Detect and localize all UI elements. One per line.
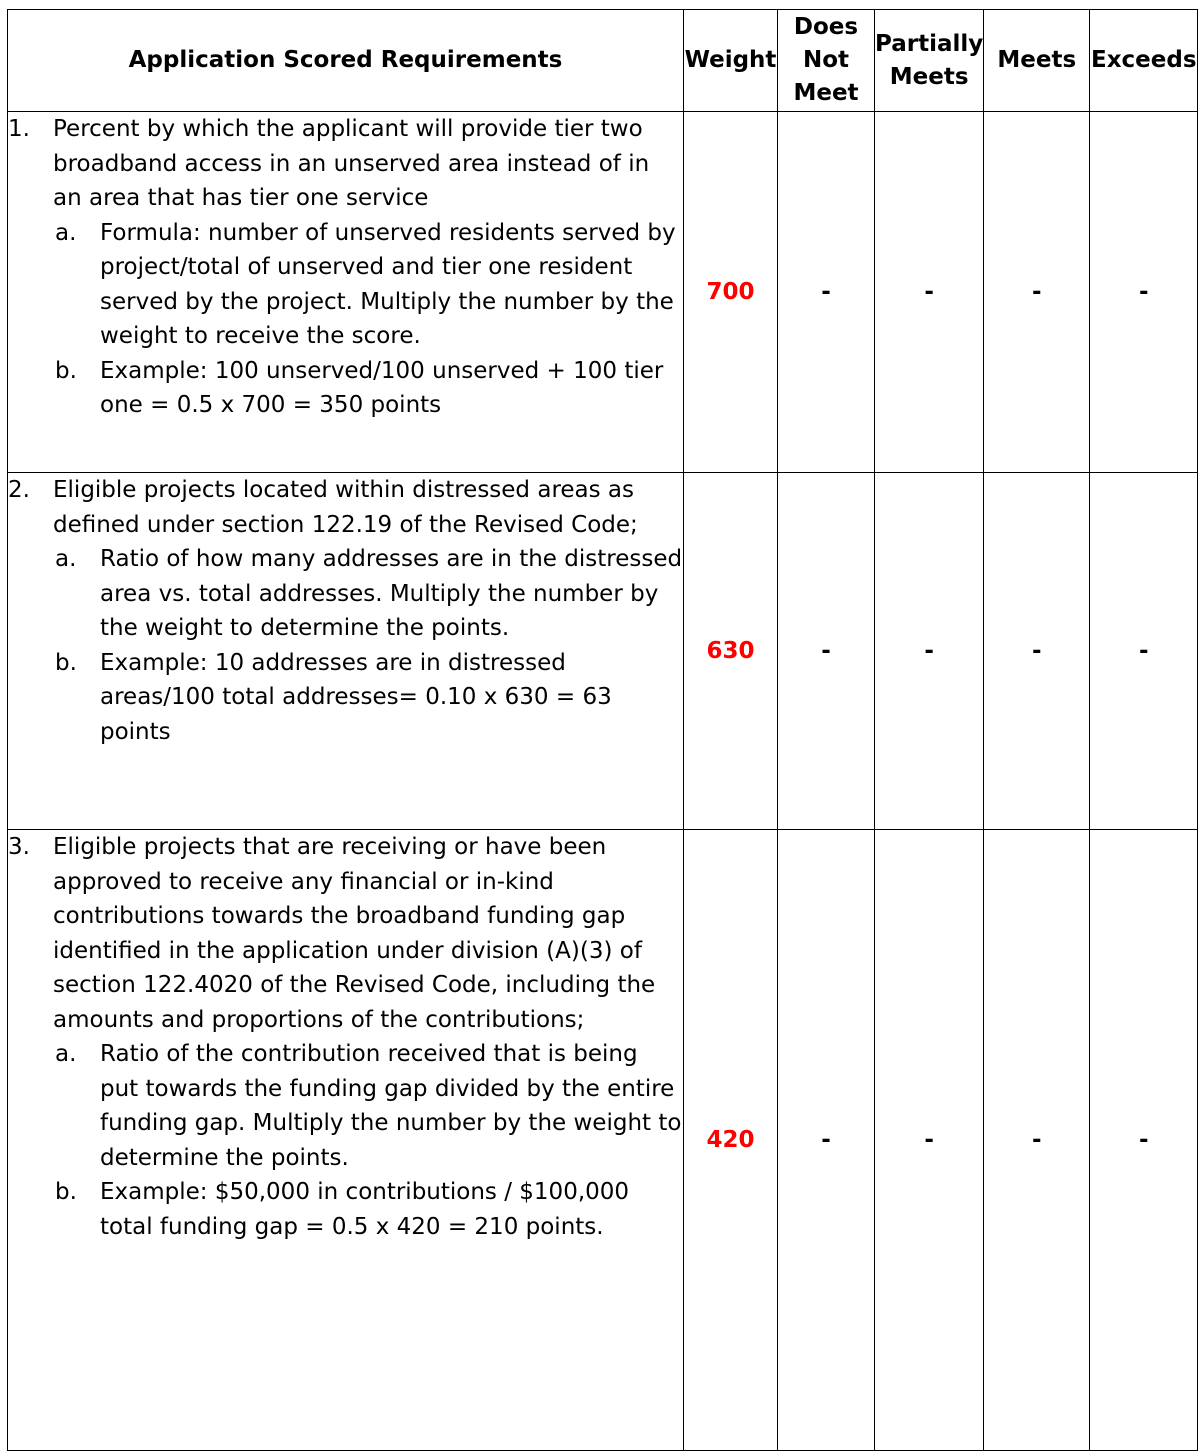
sub-item-text: Ratio of the contribution received that is being put towards the funding gap divided by the entire funding gap. Multiply the number by the weight to determine the points. bbox=[100, 1041, 682, 1171]
partially-meets-value: - bbox=[875, 830, 984, 1451]
sub-item-text: Example: 10 addresses are in distressed areas/100 total addresses= 0.10 x 630 = 63 points bbox=[100, 649, 612, 745]
requirement-number: 3. bbox=[8, 834, 30, 860]
meets-value: - bbox=[984, 473, 1090, 830]
exceeds-value: - bbox=[1090, 473, 1198, 830]
requirement-item bbox=[8, 830, 683, 1037]
requirement-sub-item bbox=[55, 1175, 683, 1244]
header-partially-meets bbox=[875, 10, 984, 112]
requirement-item bbox=[8, 473, 683, 542]
meets-value: - bbox=[984, 830, 1090, 1451]
header-does-not-meet-line-3: Meet bbox=[793, 80, 859, 106]
header-meets: Meets bbox=[984, 10, 1090, 112]
header-does-not-meet bbox=[778, 10, 875, 112]
sub-item-letter: a. bbox=[55, 546, 77, 572]
requirement-number: 2. bbox=[8, 477, 30, 503]
does-not-meet-value: - bbox=[778, 112, 875, 473]
requirement-text: Percent by which the applicant will provide tier two broadband access in an unserved area instead of in an area that has tier one service bbox=[53, 116, 650, 211]
sub-item-text: Example: $50,000 in contributions / $100,000 total funding gap = 0.5 x 420 = 210 points. bbox=[100, 1179, 630, 1240]
requirement-cell bbox=[8, 473, 684, 830]
does-not-meet-value: - bbox=[778, 830, 875, 1451]
sub-item-text: Example: 100 unserved/100 unserved + 100 tier one = 0.5 x 700 = 350 points bbox=[100, 357, 664, 418]
header-partially-meets-line-2: Meets bbox=[889, 63, 969, 90]
sub-item-text: Formula: number of unserved residents served by project/total of unserved and tier one resident served by the project. Multiply the number by the weight to receive the score. bbox=[100, 219, 676, 349]
requirement-cell bbox=[8, 112, 684, 473]
table-row bbox=[8, 830, 1198, 1451]
sub-item-letter: b. bbox=[55, 649, 77, 676]
requirement-text: Eligible projects located within distressed areas as defined under section 122.19 of the Revised Code; bbox=[53, 477, 638, 538]
header-partially-meets-line-1: Partially bbox=[875, 30, 984, 57]
partially-meets-value: - bbox=[875, 473, 984, 830]
requirement-sub-item bbox=[55, 354, 683, 423]
header-does-not-meet-line-2: Not bbox=[802, 47, 850, 73]
sub-item-letter: b. bbox=[55, 1179, 77, 1205]
table-row bbox=[8, 473, 1198, 830]
table-row bbox=[8, 112, 1198, 473]
weight-value: 420 bbox=[684, 830, 778, 1451]
sub-item-letter: b. bbox=[55, 357, 77, 384]
exceeds-value: - bbox=[1090, 830, 1198, 1451]
header-does-not-meet-line-1: Does bbox=[793, 14, 859, 40]
sub-item-letter: a. bbox=[55, 1041, 77, 1067]
partially-meets-value: - bbox=[875, 112, 984, 473]
requirement-sub-item bbox=[55, 216, 683, 354]
header-weight: Weight bbox=[684, 10, 778, 112]
header-requirements: Application Scored Requirements bbox=[8, 10, 684, 112]
requirement-text: Eligible projects that are receiving or have been approved to receive any financial or in-kind contributions towards the broadband funding gap identified in the application under division (A)(3) of section 122.4020 of the Revised Code, including the amounts and proportions of the contributions; bbox=[53, 834, 656, 1033]
header-exceeds: Exceeds bbox=[1090, 10, 1198, 112]
requirement-number: 1. bbox=[8, 116, 30, 142]
scored-requirements-table bbox=[7, 9, 1198, 1451]
weight-value: 630 bbox=[684, 473, 778, 830]
header-row bbox=[8, 10, 1198, 112]
meets-value: - bbox=[984, 112, 1090, 473]
requirement-sub-item bbox=[55, 646, 683, 750]
does-not-meet-value: - bbox=[778, 473, 875, 830]
requirement-item bbox=[8, 112, 683, 216]
requirement-sub-item bbox=[55, 1037, 683, 1175]
sub-item-letter: a. bbox=[55, 219, 77, 246]
requirement-cell bbox=[8, 830, 684, 1451]
weight-value: 700 bbox=[684, 112, 778, 473]
requirement-sub-item bbox=[55, 542, 683, 646]
sub-item-text: Ratio of how many addresses are in the distressed area vs. total addresses. Multiply the number by the weight to determine the points. bbox=[100, 546, 683, 641]
exceeds-value: - bbox=[1090, 112, 1198, 473]
